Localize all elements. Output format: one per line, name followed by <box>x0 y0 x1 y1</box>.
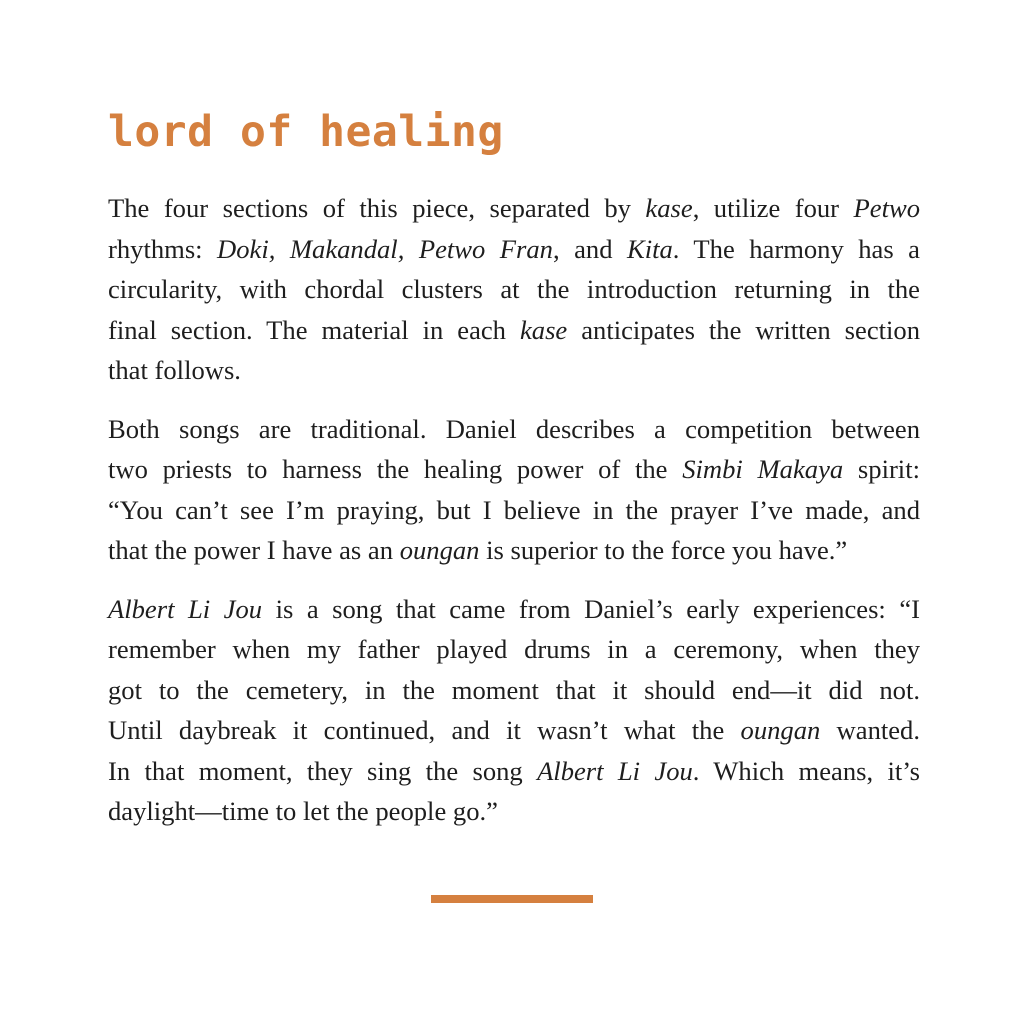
page-title: lord of healing <box>108 107 504 157</box>
text-line <box>108 449 920 490</box>
text-run: Until daybreak it continued, and it wasn’t what the <box>108 715 741 745</box>
text-run: remember when my father played drums in a ceremony, when they <box>108 634 920 664</box>
text-run: anticipates the written section <box>567 314 921 345</box>
italic-term: Doki, Makandal, Petwo Fran <box>217 233 553 264</box>
text-line <box>108 751 920 792</box>
italic-term: oungan <box>740 715 821 745</box>
text-line <box>108 629 920 670</box>
italic-term: kase <box>645 193 693 223</box>
paragraph-1 <box>108 188 920 391</box>
text-run: Both songs are traditional. Daniel describes a competition between <box>108 413 920 444</box>
text-line <box>108 409 920 450</box>
italic-term: oungan <box>399 535 480 565</box>
italic-term: Petwo <box>853 193 920 223</box>
text-run: daylight—time to let the people go.” <box>108 796 498 826</box>
paragraph-2 <box>108 409 920 571</box>
italic-term: Albert Li Jou <box>537 755 693 786</box>
text-line <box>108 310 920 351</box>
text-run: that the power I have as an <box>108 535 400 565</box>
text-run: spirit: <box>843 454 920 484</box>
text-run: . The harmony has a <box>672 233 920 264</box>
text-run: In that moment, they sing the song <box>108 755 538 786</box>
text-run: circularity, with chordal clusters at the introduction returning in the <box>108 274 920 304</box>
text-line <box>108 791 920 832</box>
text-run: rhythms: <box>108 233 218 264</box>
text-line <box>108 350 920 391</box>
text-line <box>108 589 920 630</box>
text-run: The four sections of this piece, separated by <box>108 193 646 223</box>
text-line <box>108 530 920 571</box>
text-run: final section. The material in each <box>108 314 520 345</box>
italic-term: Kita <box>626 233 673 264</box>
text-line <box>108 670 920 711</box>
text-run: “You can’t see I’m praying, but I believe in the prayer I’ve made, and <box>108 494 920 525</box>
text-line <box>108 188 920 229</box>
text-line <box>108 490 920 531</box>
text-run: is a song that came from Daniel’s early experiences: “I <box>262 593 920 624</box>
italic-term: Simbi Makaya <box>682 454 844 484</box>
text-run: , and <box>552 233 627 264</box>
text-line <box>108 269 920 310</box>
text-run: is superior to the force you have.” <box>479 535 848 565</box>
body-text <box>108 188 920 850</box>
text-run: wanted. <box>820 715 920 745</box>
text-run: that follows. <box>108 355 241 385</box>
italic-term: Albert Li Jou <box>108 593 263 624</box>
text-line <box>108 710 920 751</box>
text-run: . Which means, it’s <box>692 755 920 786</box>
italic-term: kase <box>519 314 568 345</box>
text-run: two priests to harness the healing power of the <box>108 454 683 484</box>
text-line <box>108 229 920 270</box>
text-run: , utilize four <box>692 193 854 223</box>
accent-divider <box>431 895 593 903</box>
text-run: got to the cemetery, in the moment that it should end—it did not. <box>108 674 920 705</box>
paragraph-3 <box>108 589 920 832</box>
